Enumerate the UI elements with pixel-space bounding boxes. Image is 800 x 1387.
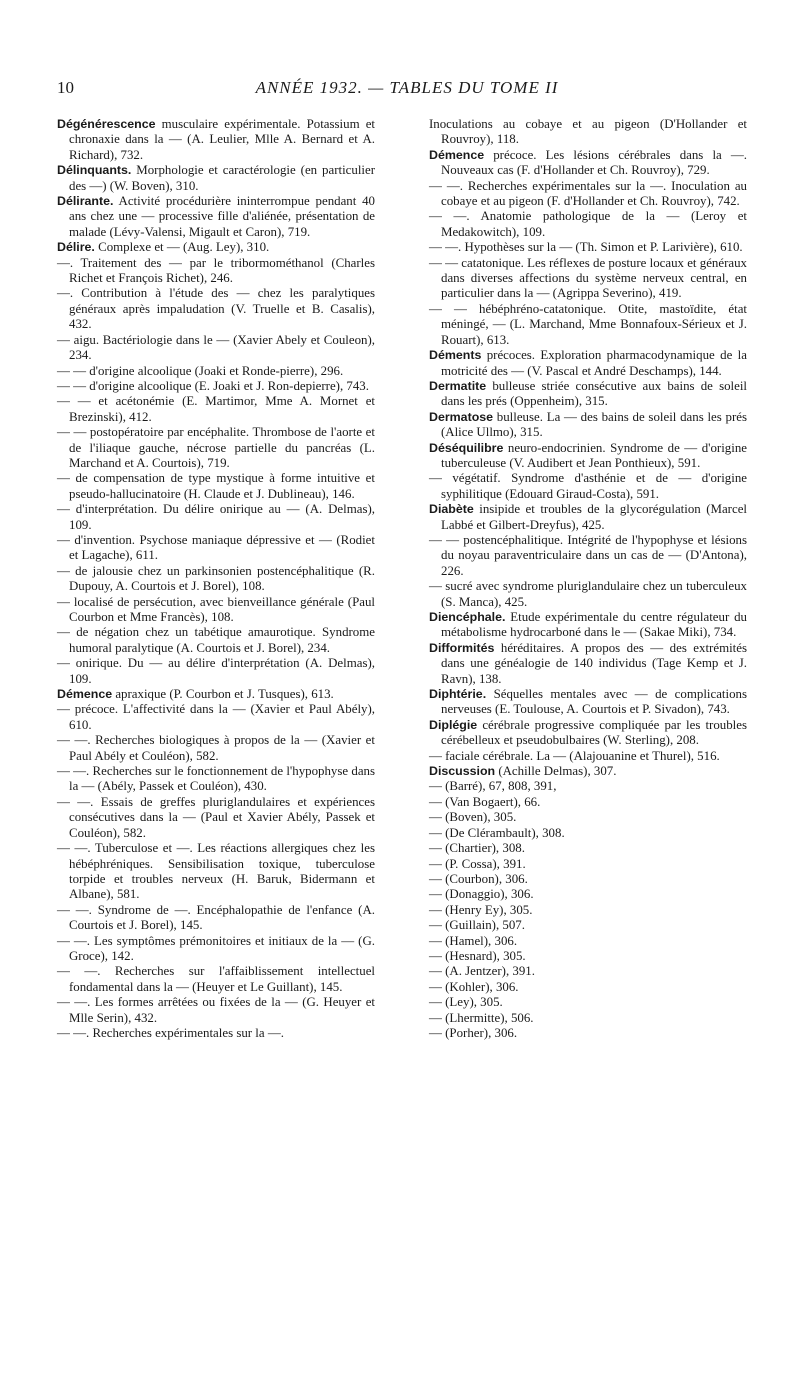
entry-headword: Délire. (57, 240, 95, 255)
entry-text: — faciale cérébrale. La — (Alajouanine et Thurel), 516. (429, 748, 720, 763)
entry-headword: Déments (429, 348, 482, 363)
entry-text: — — et acétonémie (E. Martimor, Mme A. Mornet et Brezinski), 412. (57, 394, 375, 424)
index-entry (57, 934, 375, 965)
entry-text: — —. Anatomie pathologique de la — (Leroy et Medakowitch), 109. (429, 209, 747, 239)
entry-text: — (Henry Ey), 305. (429, 902, 533, 917)
index-entry (429, 179, 747, 210)
index-entry (57, 379, 375, 394)
index-entry (57, 964, 375, 995)
index-entry (429, 379, 747, 410)
index-entry (429, 240, 747, 255)
index-entry (57, 394, 375, 425)
index-entry (429, 579, 747, 610)
index-entry (57, 364, 375, 379)
index-entry (429, 256, 747, 302)
index-entry (57, 795, 375, 841)
entry-text: apraxique (P. Courbon et J. Tusques), 613. (112, 687, 334, 702)
index-entry (429, 934, 747, 949)
entry-text: — — catatonique. Les réflexes de posture locaux et généraux dans diverses affections du système nerveux central, en particulier dans la — (Agrippa Severino), 419. (429, 255, 747, 301)
index-entry (429, 641, 747, 687)
index-entry (57, 687, 375, 702)
entry-text: — aigu. Bactériologie dans le — (Xavier Abely et Couleon), 234. (57, 332, 375, 363)
index-entry (429, 810, 747, 825)
entry-text: Séquelles mentales avec — de complications nerveuses (E. Toulouse, A. Courtois et P. Sivadon), 743. (441, 687, 747, 717)
entry-text: — (Courbon), 306. (429, 871, 528, 886)
index-entry (429, 764, 747, 779)
index-entry (429, 918, 747, 933)
entry-text: — (Chartier), 308. (429, 841, 525, 856)
entry-text: héréditaires. A propos des — des extrémités dans une généalogie de 140 individus (Tage Kemp et J. Ravn), 138. (441, 640, 747, 686)
entry-text: — d'interprétation. Du délire onirique au — (A. Delmas), 109. (57, 502, 375, 532)
index-entry (429, 148, 747, 179)
entry-text: — —. Syndrome de —. Encéphalopathie de l'enfance (A. Courtois et J. Borel), 145. (57, 902, 375, 933)
entry-text: — —. Tuberculose et —. Les réactions allergiques chez les hébéphréniques. Sensibilisation toxique, tuberculose torpide et troubles nerveux (H. Baruk, Bidermann et Albane), 581. (57, 841, 375, 902)
index-entry (429, 410, 747, 441)
index-entry (57, 764, 375, 795)
entry-headword: Démence (429, 147, 485, 162)
entry-text: — de jalousie chez un parkinsonien postencéphalitique (R. Dupouy, A. Courtois et J. Borel), 108. (57, 563, 375, 594)
index-entry (429, 826, 747, 841)
index-entry (57, 240, 375, 255)
index-entry (429, 887, 747, 902)
entry-text: — —. Hypothèses sur la — (Th. Simon et P. Larivière), 610. (429, 240, 743, 255)
index-entry (429, 718, 747, 749)
index-entry (429, 348, 747, 379)
index-entry (57, 903, 375, 934)
entry-text: Morphologie et caractérologie (en particulier des —) (W. Boven), 310. (69, 163, 375, 193)
index-entry (57, 333, 375, 364)
index-entry (429, 995, 747, 1010)
index-entry (57, 533, 375, 564)
index-entry (429, 302, 747, 348)
entry-text: bulleuse striée consécutive aux bains de soleil dans les prés (Oppenheim), 315. (441, 378, 747, 409)
entry-text: — précoce. L'affectivité dans la — (Xavier et Paul Abély), 610. (57, 702, 375, 732)
index-entry (57, 733, 375, 764)
index-entry (429, 980, 747, 995)
entry-headword: Délirante. (57, 194, 114, 209)
index-entry (57, 841, 375, 903)
entry-text: — localisé de persécution, avec bienveillance générale (Paul Courbon et Mme Francès), 108. (57, 594, 375, 624)
entry-text: — (Hamel), 306. (429, 933, 518, 948)
index-entry (429, 471, 747, 502)
entry-text: Activité procédurière ininterrompue pendant 40 ans chez une — processive fille d'aliénée, présentation de malade (Lévy-Valensi, Migault et Caron), 719. (69, 194, 375, 239)
entry-text: — (Hesnard), 305. (429, 948, 526, 963)
entry-text: — —. Recherches sur le fonctionnement de l'hypophyse dans la — (Abély, Passek et Couléon), 430. (57, 764, 375, 794)
entry-text: insipide et troubles de la glycorégulation (Marcel Labbé et Gilbert-Dreyfus), 425. (441, 502, 747, 532)
entry-headword: Diplégie (429, 717, 478, 732)
entry-text: neuro-endocrinien. Syndrome de — d'origine tuberculeuse (V. Audibert et Jean Ponthieux), 591. (441, 440, 747, 470)
entry-text: —. Traitement des — par le tribormométhanol (Charles Richet et François Richet), 246. (57, 255, 375, 286)
entry-text: Inoculations au cobaye et au pigeon (D'Hollander et Rouvroy), 118. (429, 117, 747, 147)
running-header (57, 78, 757, 102)
entry-text: — de négation chez un tabétique amaurotique. Syndrome humoral paralytique (A. Courtois et J. Borel), 234. (57, 625, 375, 655)
entry-text: — (Barré), 67, 808, 391, (429, 779, 557, 794)
index-entry (57, 471, 375, 502)
entry-text: —. Contribution à l'étude des — chez les paralytiques généraux après impaludation (V. Truelle et B. Casalis), 432. (57, 286, 375, 332)
index-entry (57, 702, 375, 733)
index-entry (429, 857, 747, 872)
entry-text: — (Boven), 305. (429, 810, 517, 825)
index-entry (429, 779, 747, 794)
entry-text: — d'invention. Psychose maniaque dépressive et — (Rodiet et Lagache), 611. (57, 532, 375, 563)
entry-text: musculaire expérimentale. Potassium et chronaxie dans la — (A. Leulier, Mlle A. Bernard et A. Richard), 732. (69, 117, 375, 162)
index-entry (429, 872, 747, 887)
entry-headword: Démence (57, 687, 113, 702)
entry-text: — (Donaggio), 306. (429, 887, 534, 902)
entry-text: — — postencéphalitique. Intégrité de l'hypophyse et lésions du noyau paraventriculaire dans un cas de — (D'Antona), 226. (429, 532, 747, 578)
entry-text: précoces. Exploration pharmacodynamique de la motricité des — (V. Pascal et André Deschamps), 144. (441, 348, 747, 378)
index-entry (429, 949, 747, 964)
entry-text: — —. Recherches expérimentales sur la —. Inoculation au cobaye et au pigeon (F. d'Hollander et Ch. Rouvroy), 742. (429, 178, 747, 209)
entry-text: (Achille Delmas), 307. (495, 764, 617, 779)
entry-text: — (Porher), 306. (429, 1025, 518, 1040)
entry-text: — onirique. Du — au délire d'interprétation (A. Delmas), 109. (57, 656, 375, 686)
entry-headword: Dégénérescence (57, 117, 156, 131)
entry-headword: Déséquilibre (429, 440, 504, 455)
entry-text: — —. Les symptômes prémonitoires et initiaux de la — (G. Groce), 142. (57, 933, 375, 963)
left-column (57, 117, 375, 1041)
index-entry (429, 964, 747, 979)
index-entry (57, 625, 375, 656)
entry-text: — —. Recherches sur l'affaiblissement intellectuel fondamental dans la — (Heuyer et Le Guillant), 145. (57, 964, 375, 994)
index-entry (429, 533, 747, 579)
entry-text: — (De Clérambault), 308. (429, 825, 565, 840)
index-entry (57, 1026, 375, 1041)
entry-text: — —. Recherches biologiques à propos de la — (Xavier et Paul Abély et Couléon), 582. (57, 733, 375, 763)
index-entry (57, 256, 375, 287)
index-entry (429, 903, 747, 918)
index-entry (429, 841, 747, 856)
index-entry (429, 610, 747, 641)
index-entry (57, 425, 375, 471)
index-entry (429, 502, 747, 533)
index-entry (429, 1011, 747, 1026)
entry-text: — (Guillain), 507. (429, 918, 525, 933)
index-entry (429, 795, 747, 810)
entry-text: — (A. Jentzer), 391. (429, 964, 535, 979)
index-entry (57, 502, 375, 533)
index-entry (57, 194, 375, 240)
entry-headword: Délinquants. (57, 163, 132, 178)
entry-text: — (Van Bogaert), 66. (429, 794, 541, 809)
entry-text: — —. Recherches expérimentales sur la —. (57, 1025, 284, 1040)
index-entry (429, 749, 747, 764)
entry-text: — —. Essais de greffes pluriglandulaires et expériences consécutives dans la — (Paul et Xavier Abély, Passek et Couléon), 582. (57, 794, 375, 840)
entry-text: — — postopératoire par encéphalite. Thrombose de l'aorte et de l'iliaque gauche, nécrose partielle du pancréas (L. Marchand et A. Courtois), 719. (57, 425, 375, 470)
entry-headword: Diabète (429, 502, 474, 517)
entry-headword: Dermatose (429, 409, 494, 424)
entry-text: précoce. Les lésions cérébrales dans la —. Nouveaux cas (F. d'Hollander et Ch. Rouvroy), 729. (441, 147, 747, 178)
entry-headword: Discussion (429, 764, 496, 779)
index-entry (429, 117, 747, 148)
entry-headword: Dermatite (429, 378, 487, 393)
entry-text: cérébrale progressive compliquée par les troubles cérébelleux et pseudobulbaires (W. Sterling), 208. (441, 717, 747, 748)
entry-text: — —. Les formes arrêtées ou fixées de la — (G. Heuyer et Mlle Serin), 432. (57, 995, 375, 1025)
entry-text: — sucré avec syndrome pluriglandulaire chez un tuberculeux (S. Manca), 425. (429, 579, 747, 609)
entry-headword: Difformités (429, 640, 495, 655)
entry-text: — (Lhermitte), 506. (429, 1010, 534, 1025)
entry-text: Complexe et — (Aug. Ley), 310. (94, 240, 270, 255)
entry-headword: Diphtérie. (429, 687, 487, 702)
running-title: ANNÉE 1932. — TABLES DU TOME II (255, 78, 559, 97)
index-entry (57, 163, 375, 194)
entry-text: Etude expérimentale du centre régulateur du métabolisme hydrocarboné dans le — (Sakae Miki), 734. (441, 610, 747, 640)
index-entry (57, 117, 375, 163)
entry-text: — végétatif. Syndrome d'asthénie et de — d'origine syphilitique (Edouard Giraud-Costa), 591. (429, 471, 747, 501)
index-entry (429, 687, 747, 718)
entry-text: — — d'origine alcoolique (E. Joaki et J. Ron-depierre), 743. (57, 378, 369, 393)
entry-text: — (P. Cossa), 391. (429, 856, 526, 871)
index-entry (429, 441, 747, 472)
index-entry (429, 209, 747, 240)
index-entry (57, 656, 375, 687)
index-entry (429, 1026, 747, 1041)
index-entry (57, 595, 375, 626)
right-column (429, 117, 747, 1041)
entry-text: — — d'origine alcoolique (Joaki et Ronde-pierre), 296. (57, 363, 344, 378)
entry-text: — (Kohler), 306. (429, 979, 519, 994)
entry-text: — (Ley), 305. (429, 995, 503, 1010)
entry-text: — de compensation de type mystique à forme intuitive et pseudo-hallucinatoire (H. Claude et J. Dublineau), 146. (57, 471, 375, 501)
index-entry (57, 995, 375, 1026)
entry-text: bulleuse. La — des bains de soleil dans les prés (Alice Ullmo), 315. (441, 409, 747, 440)
entry-headword: Diencéphale. (429, 610, 506, 624)
entry-text: — — hébéphréno-catatonique. Otite, mastoïdite, état méningé, — (L. Marchand, Mme Bonnafoux-Sérieux et J. Rouart), 613. (429, 301, 747, 347)
page-number: 10 (57, 78, 74, 97)
index-entry (57, 286, 375, 332)
index-entry (57, 564, 375, 595)
